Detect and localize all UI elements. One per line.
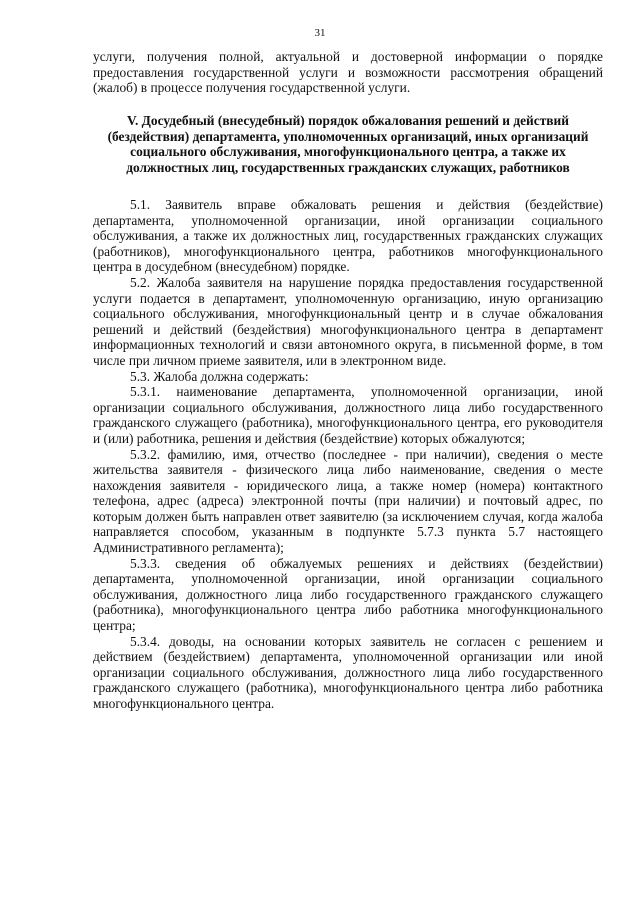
paragraph-5-3-2: 5.3.2. фамилию, имя, отчество (последнее - при наличии), сведения о месте жительства заявителя - физического лица либо наименование, сведения о месте нахождения заявителя - юридического лица, а также номер (номера) контактного телефона, адрес (адреса) электронной почты (при наличии) и почтовый адрес, по которым должен быть направлен ответ заявителю (за исключением случая, когда жалоба направляется способом, указанным в подпункте 5.7.3 пункта 5.7 настоящего Административного регламента); [93, 446, 603, 556]
section-body [93, 197, 603, 712]
paragraph-5-3-3: 5.3.3. сведения об обжалуемых решениях и действиях (бездействии) департамента, уполномоченной организации, иной организации социального обслуживания, должностного лица либо государственного гражданского служащего (работника), многофункционального центра либо работника многофункционального центра; [93, 555, 603, 634]
paragraph-5-2: 5.2. Жалоба заявителя на нарушение порядка предоставления государственной услуги подается в департамент, уполномоченную организацию, иную организацию социального обслуживания, многофункциональный центр и в случае обжалования решений и действий (бездействия) многофункционального центра в департамент информационных технологий и связи автономного округа, в письменной форме, в том числе при личном приеме заявителя, или в электронном виде. [93, 274, 603, 368]
paragraph-5-3-1: 5.3.1. наименование департамента, уполномоченной организации, иной организации социального обслуживания, должностного лица либо государственного гражданского служащего (работника), многофункционального центра, его руководителя и (или) работника, решения и действия (бездействие) которых обжалуются; [93, 384, 603, 446]
intro-paragraph-block [93, 49, 603, 96]
section-heading: V. Досудебный (внесудебный) порядок обжалования решений и действий (бездействия) департамента, уполномоченных организаций, иных организаций социального обслуживания, многофункционального центра, а также их должностных лиц, государственных гражданских служащих, работников [107, 113, 589, 175]
page-number: 31 [314, 27, 326, 39]
paragraph-5-1: 5.1. Заявитель вправе обжаловать решения и действия (бездействие) департамента, уполномоченной организации, иной организации социального обслуживания, а также их должностных лиц, государственных гражданских служащих (работников), многофункционального центра, работников многофункционального центра в досудебном (внесудебном) порядке. [93, 197, 603, 275]
paragraph-5-3: 5.3. Жалоба должна содержать: [130, 368, 309, 384]
intro-paragraph: услуги, получения полной, актуальной и достоверной информации о порядке предоставления государственной услуги и возможности рассмотрения обращений (жалоб) в процессе получения государственной услуги. [93, 49, 603, 96]
paragraph-5-3-4: 5.3.4. доводы, на основании которых заявитель не согласен с решением и действием (бездействием) департамента, уполномоченной организации или иной организации социального обслуживания, должностного лица либо государственного гражданского служащего (работника), многофункционального центра либо работника многофункционального центра. [93, 633, 603, 711]
